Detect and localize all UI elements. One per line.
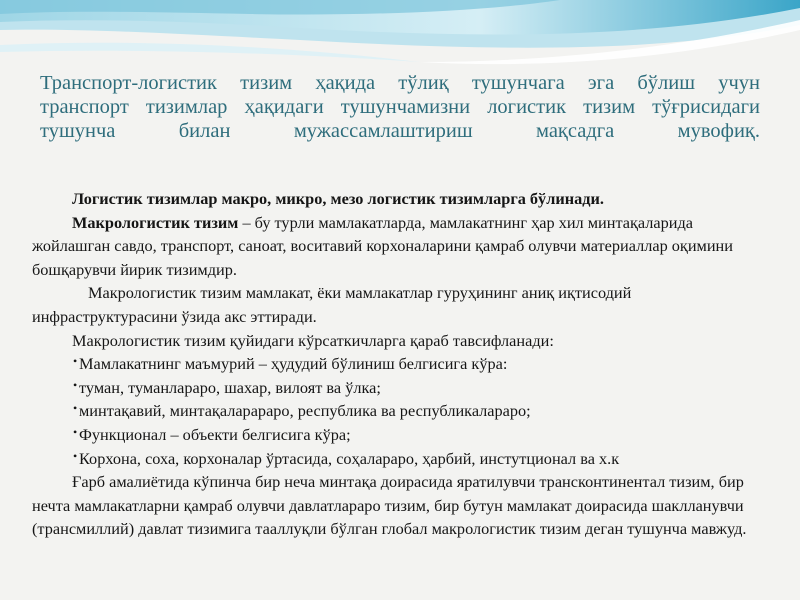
list-item: • Функционал – объекти белгисига кўра; — [32, 423, 768, 447]
list-item: • туман, туманлараро, шахар, вилоят ва ўлка; — [32, 376, 768, 400]
bullet-icon: • — [73, 377, 78, 392]
title-line-1: Транспорт-логистик тизим ҳақида тўлиқ тушунчага эга бўлиш учун — [40, 72, 760, 94]
title-line-3: тушунча билан мужассамлаштириш мақсадга мувофиқ. — [40, 120, 760, 142]
slide-body — [32, 187, 768, 541]
bullet-icon: • — [73, 401, 78, 416]
macro-definition-paragraph — [32, 211, 768, 282]
macro-term: Макрологистик тизим — [72, 212, 239, 232]
bullet-icon: • — [73, 424, 78, 439]
body-heading: Логистик тизимлар макро, микро, мезо логистик тизимларга бўлинади. — [72, 189, 604, 208]
bullet-icon: • — [73, 448, 78, 463]
paragraph-indicators: Макрологистик тизим қуйидаги кўрсаткичларга қараб тавсифланади: — [72, 330, 554, 350]
list-item: • Корхона, соха, корхоналар ўртасида, соҳалараро, ҳарбий, инстутционал ва х.к — [32, 447, 768, 471]
macro-definition: – бу турли мамлакатларда, мамлакатнинг ҳар хил минтақаларида жойлашган савдо, транспорт, саноат, воситавий корхоналарини қамраб олувчи материаллар оқимини бошқарувчи йирик тизимдир. — [32, 212, 733, 279]
paragraph-infrastructure: Макрологистик тизим мамлакат, ёки мамлакатлар гуруҳининг аниқ иқтисодий инфраструктурасини ўзида акс эттиради. — [32, 283, 632, 326]
slide-title — [40, 71, 760, 143]
paragraph-western-practice: Ғарб амалиётида кўпинча бир неча минтақа доирасида яратилувчи трансконтинентал тизим, бир нечта мамлакатларни қамраб олувчи давлатлараро тизим, бир бутун мамлакат доирасида шаклланувчи (трансмиллий) давлат тизимига тааллуқли бўлган глобал макрологистик тизим деган тушунча мавжуд. — [32, 472, 747, 539]
title-line-2: транспорт тизимлар ҳақидаги тушунчамизни логистик тизим тўғрисидаги — [40, 96, 760, 118]
list-item: • минтақавий, минтақаларараро, республика ва республикалараро; — [32, 399, 768, 423]
list-item: • Мамлакатнинг маъмурий – ҳудудий бўлиниш белгисига кўра: — [32, 352, 768, 376]
bullet-icon: • — [73, 354, 78, 369]
